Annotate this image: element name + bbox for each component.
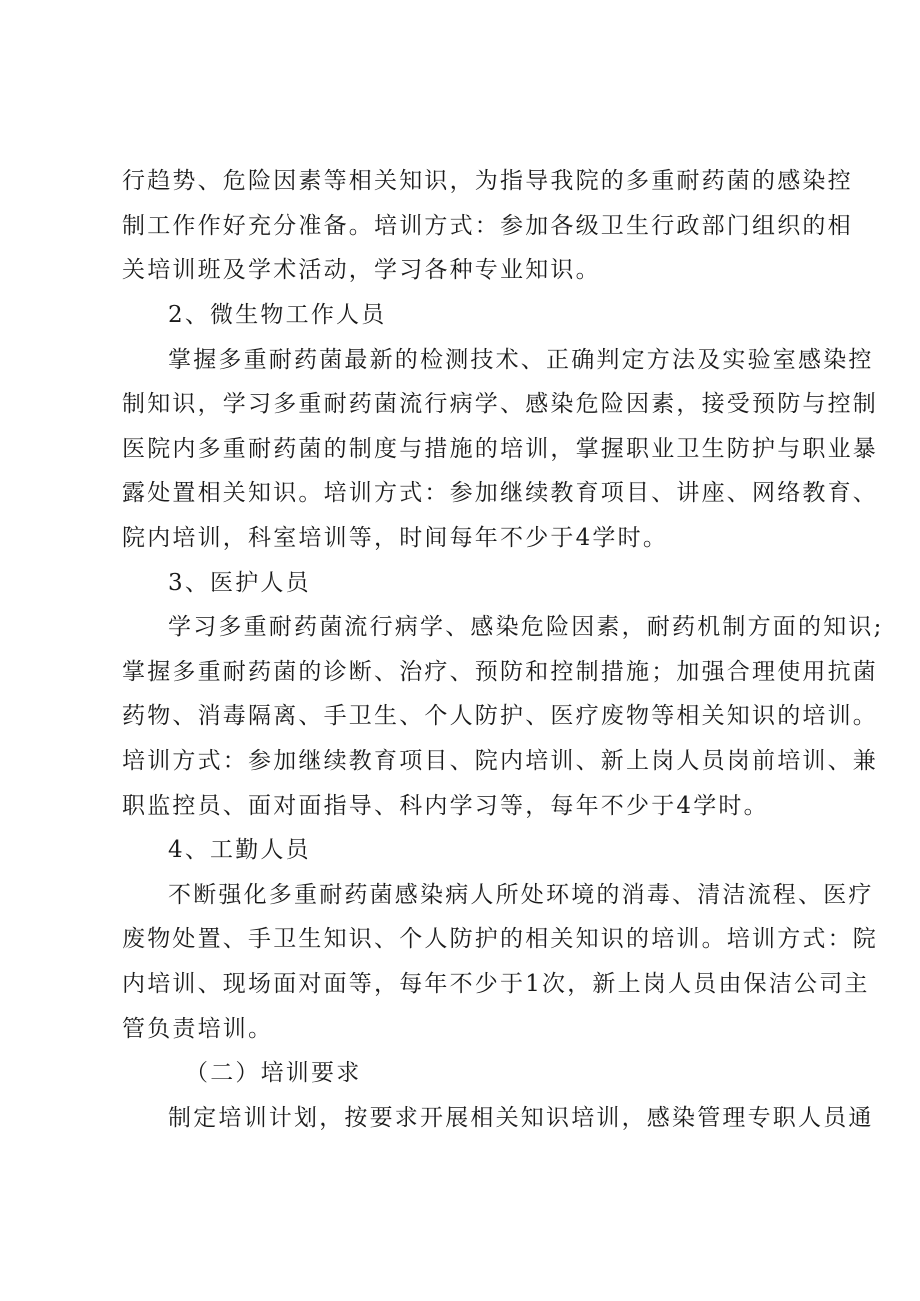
body-text-line: 掌握多重耐药菌最新的检测技术、正确判定方法及实验室感染控 (168, 347, 874, 373)
body-text-line: 职监控员、面对面指导、科内学习等，每年不少于4学时。 (122, 793, 769, 819)
body-text-line: 制定培训计划，按要求开展相关知识培训，感染管理专职人员通 (168, 1105, 874, 1131)
body-text-line: 医院内多重耐药菌的制度与措施的培训，掌握职业卫生防护与职业暴 (122, 436, 878, 462)
section-heading-microbiology: 2、微生物工作人员 (168, 302, 387, 328)
body-text-line: 内培训、现场面对面等，每年不少于1次，新上岗人员由保洁公司主 (122, 971, 870, 997)
body-text-line: 关培训班及学术活动，学习各种专业知识。 (122, 257, 601, 283)
body-text-line: 管负责培训。 (122, 1016, 274, 1042)
section-heading-service-staff: 4、工勤人员 (168, 837, 311, 863)
body-text-line: 掌握多重耐药菌的诊断、治疗、预防和控制措施；加强合理使用抗菌 (122, 659, 878, 685)
body-text-line: 学习多重耐药菌流行病学、感染危险因素，耐药机制方面的知识; (168, 614, 884, 640)
body-text-line: 院内培训，科室培训等，时间每年不少于4学时。 (122, 525, 669, 551)
body-text-line: 废物处置、手卫生知识、个人防护的相关知识的培训。培训方式：院 (122, 926, 878, 952)
body-text-line: 露处置相关知识。培训方式：参加继续教育项目、讲座、网络教育、 (122, 480, 878, 506)
body-text-line: 药物、消毒隔离、手卫生、个人防护、医疗废物等相关知识的培训。 (122, 703, 878, 729)
section-heading-training-requirements: （二）培训要求 (185, 1060, 362, 1086)
body-text-line: 制知识，学习多重耐药菌流行病学、感染危险因素，接受预防与控制 (122, 391, 878, 417)
body-text-line: 不断强化多重耐药菌感染病人所处环境的消毒、清洁流程、医疗 (168, 882, 874, 908)
body-text-line: 培训方式：参加继续教育项目、院内培训、新上岗人员岗前培训、兼 (122, 748, 878, 774)
section-heading-medical-staff: 3、医护人员 (168, 570, 311, 596)
body-text-line: 制工作作好充分准备。培训方式：参加各级卫生行政部门组织的相 (122, 213, 853, 239)
body-text-line: 行趋势、危险因素等相关知识，为指导我院的多重耐药菌的感染控 (122, 168, 853, 194)
